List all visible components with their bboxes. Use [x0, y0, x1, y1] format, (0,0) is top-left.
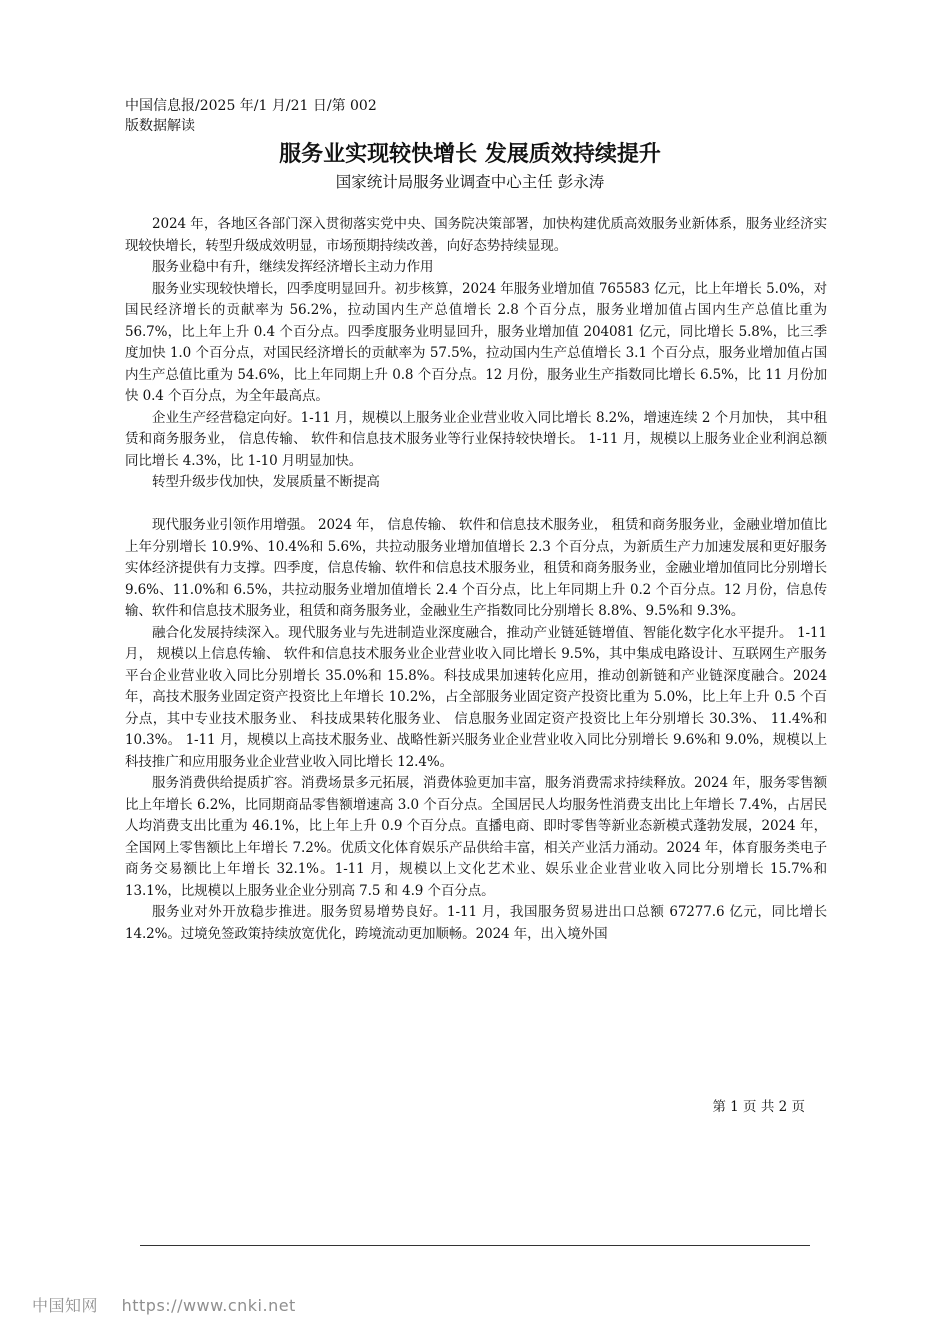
paragraph: 服务消费供给提质扩容。消费场景多元拓展，消费体验更加丰富，服务消费需求持续释放。2024 年，服务零售额比上年增长 6.2%，比同期商品零售额增速高 3.0 个百分点。全国居民人均服务性消费支出比上年增长 7.4%，占居民人均消费支出比重为 46.1%，比上年上升 0.9 个百分点。直播电商、即时零售等新业态新模式蓬勃发展，2024 年，全国网上零售额比上年增长 7.2%。优质文化体育娱乐产品供给丰富，相关产业活力涌动。2024 年，体育服务类电子商务交易额比上年增长 32.1%。1-11 月，规模以上文化艺术业、娱乐业企业营业收入同比分别增长 15.7%和 13.1%，比规模以上服务业企业分别高 7.5 和 4.9 个百分点。	[125, 775, 827, 899]
paragraph: 企业生产经营稳定向好。1-11 月，规模以上服务业企业营业收入同比增长 8.2%，增速连续 2 个月加快， 其中租赁和商务服务业， 信息传输、 软件和信息技术服务业等行业保持较快增长。 1-11 月，规模以上服务业企业利润总额同比增长 4.3%，比 1-10 月明显加快。	[125, 409, 827, 469]
paragraph: 服务业实现较快增长，四季度明显回升。初步核算，2024 年服务业增加值 765583 亿元，比上年增长 5.0%，对国民经济增长的贡献率为 56.2%，拉动国内生产总值增长 2.8 个百分点，服务业增加值占国内生产总值比重为 56.7%，比上年上升 0.4 个百分点。四季度服务业明显回升，服务业增加值 204081 亿元，同比增长 5.8%，比三季度加快 1.0 个百分点，对国民经济增长的贡献率为 57.5%，拉动国内生产总值增长 3.1 个百分点，服务业增加值占国内生产总值比重为 54.6%，比上年同期上升 0.8 个百分点。12 月份，服务业生产指数同比增长 6.5%，比 11 月份加快 0.4 个百分点，为全年最高点。	[125, 280, 827, 404]
paragraph: 服务业对外开放稳步推进。服务贸易增势良好。1-11 月，我国服务贸易进出口总额 67277.6 亿元，同比增长 14.2%。过境免签政策持续放宽优化，跨境流动更加顺畅。2024 年，出入境外国	[125, 904, 827, 942]
source-line: 版数据解读	[125, 118, 195, 134]
section-heading: 转型升级步伐加快，发展质量不断提高	[152, 474, 380, 490]
paragraph: 2024 年，各地区各部门深入贯彻落实党中央、国务院决策部署，加快构建优质高效服务业新体系，服务业经济实现较快增长，转型升级成效明显，市场预期持续改善，向好态势持续显现。	[125, 216, 827, 254]
blank-line	[125, 494, 827, 516]
watermark-logo: 中国知网	[32, 1296, 99, 1315]
article-body	[125, 214, 827, 945]
article-byline: 国家统计局服务业调查中心主任 彭永涛	[335, 173, 605, 191]
source-line: 中国信息报/2025 年/1 月/21 日/第 002	[125, 98, 377, 114]
paragraph: 现代服务业引领作用增强。 2024 年， 信息传输、 软件和信息技术服务业， 租赁和商务服务业，金融业增加值比上年分别增长 10.9%、10.4%和 5.6%，共拉动服务业增加值增长 2.3 个百分点，为新质生产力加速发展和更好服务实体经济提供有力支撑。四季度，信息传输、软件和信息技术服务业，租赁和商务服务业，金融业增加值同比分别增长 9.6%、11.0%和 6.5%，共拉动服务业增加值增长 2.4 个百分点，比上年同期上升 0.2 个百分点。12 月份，信息传输、软件和信息技术服务业，租赁和商务服务业，金融业生产指数同比分别增长 8.8%、9.5%和 9.3%。	[125, 517, 827, 619]
article-title: 服务业实现较快增长 发展质效持续提升	[279, 142, 661, 167]
section-heading: 服务业稳中有升，继续发挥经济增长主动力作用	[152, 259, 434, 275]
footer-divider	[140, 1245, 810, 1246]
page-number: 第 1 页 共 2 页	[712, 1099, 805, 1115]
source-info	[125, 96, 445, 136]
cnki-watermark	[32, 1293, 296, 1316]
paragraph: 融合化发展持续深入。现代服务业与先进制造业深度融合，推动产业链延链增值、智能化数字化水平提升。 1-11 月， 规模以上信息传输、 软件和信息技术服务业企业营业收入同比增长 9.5%，其中集成电路设计、互联网生产服务平台企业营业收入同比分别增长 35.0%和 15.8%。科技成果加速转化应用，推动创新链和产业链深度融合。2024 年，高技术服务业固定资产投资比上年增长 10.2%，占全部服务业固定资产投资比重为 5.0%，比上年上升 0.5 个百分点，其中专业技术服务业、 科技成果转化服务业、 信息服务业固定资产投资比上年分别增长 30.3%、 11.4%和 10.3%。 1-11 月，规模以上高技术服务业、战略性新兴服务业企业营业收入同比分别增长 9.6%和 9.0%，规模以上科技推广和应用服务业企业营业收入同比增长 12.4%。	[125, 624, 827, 770]
watermark-url: https://www.cnki.net	[121, 1296, 296, 1315]
